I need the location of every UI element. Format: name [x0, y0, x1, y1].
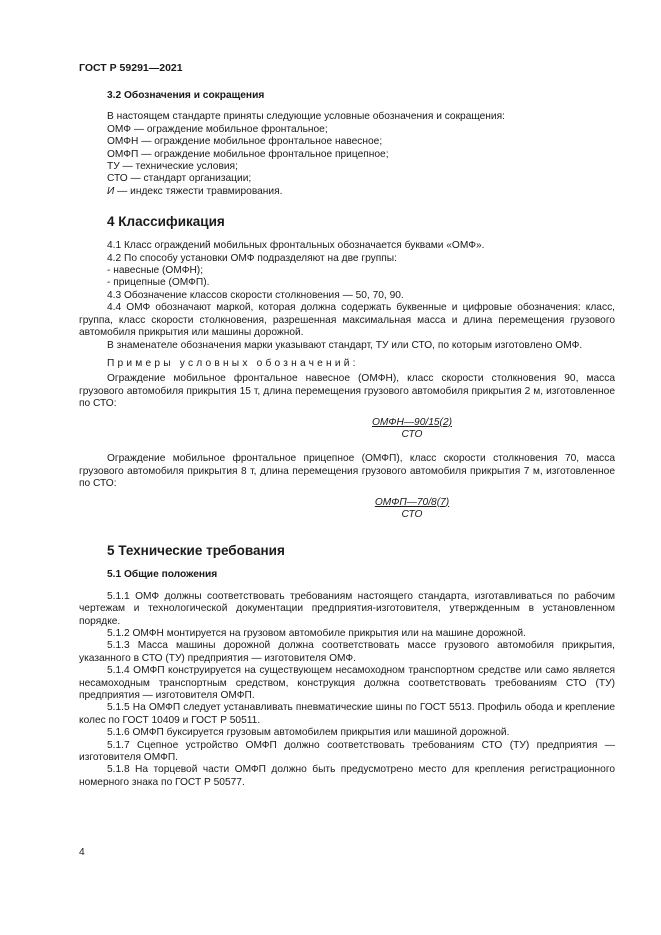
section-5-title: 5 Технические требования: [107, 543, 285, 559]
example-1-denominator: СТО: [401, 428, 423, 440]
abbrev-definition: — индекс тяжести травмирования.: [114, 185, 283, 197]
group-item: - навесные (ОМФН);: [107, 265, 204, 277]
page-number: 4: [79, 847, 85, 858]
abbrev-item: СТО — стандарт организации;: [107, 173, 252, 185]
paragraph-5-1-1: 5.1.1 ОМФ должны соответствовать требованиям настоящего стандарта, изготавливаться по рабочим чертежам и технологической документации предприятия-изготовителя, утвержденным в установленном порядке.: [79, 590, 615, 627]
abbrev-item: ОМФ — ограждение мобильное фронтальное;: [107, 123, 328, 135]
abbrev-item: ТУ — технические условия;: [107, 161, 238, 173]
section-5-1-title: 5.1 Общие положения: [107, 569, 218, 581]
example-1-numerator: ОМФН—90/15(2): [372, 416, 452, 428]
example-2-numerator: ОМФП—70/8(7): [374, 496, 450, 508]
paragraph-5-1-5: 5.1.5 На ОМФП следует устанавливать пневматические шины по ГОСТ 5513. Профиль обода и крепление колес по ГОСТ 10409 и ГОСТ Р 50511.: [79, 702, 615, 726]
document-header: ГОСТ Р 59291—2021: [79, 62, 183, 74]
section-3-2-title: 3.2 Обозначения и сокращения: [107, 90, 265, 101]
examples-label: Примеры условных обозначений:: [107, 357, 359, 369]
paragraph-4-1: 4.1 Класс ограждений мобильных фронтальных обозначается буквами «ОМФ».: [107, 240, 485, 252]
paragraph-4-3: 4.3 Обозначение классов скорости столкновения — 50, 70, 90.: [107, 289, 404, 301]
paragraph-5-1-3: 5.1.3 Масса машины дорожной должна соответствовать массе грузового автомобиля прикрытия, указанного в СТО (ТУ) предприятия — изготовителя ОМФ.: [79, 640, 615, 664]
paragraph-5-1-7: 5.1.7 Сцепное устройство ОМФП должно соответствовать требованиям СТО (ТУ) предприятия — изготовителя ОМФП.: [79, 739, 615, 764]
example-1-designation: [79, 417, 615, 442]
paragraph-5-1-4: 5.1.4 ОМФП конструируется на существующем несамоходном транспортном средстве или само является несамоходным транспортным средством, конструкция должна соответствовать требованиям СТО (ТУ) предприятия — изготовителя ОМФП.: [79, 665, 615, 702]
document-body: [79, 90, 615, 789]
paragraph-4-4: 4.4 ОМФ обозначают маркой, которая должна содержать буквенные и цифровые обозначения: класс, группа, класс скорости столкновения, разрешенная максимальная масса и длина перемещения грузового автомобиля прикрытия или машины дорожной.: [79, 302, 615, 339]
example-2-text: Ограждение мобильное фронтальное прицепное (ОМФП), класс скорости столкновения 70, масса грузового автомобиля прикрытия 8 т, длина перемещения грузового автомобиля прикрытия 7 м, изготовленное по СТО:: [79, 453, 615, 490]
abbrev-item: ОМФН — ограждение мобильное фронтальное навесное;: [107, 136, 383, 148]
example-1-text: Ограждение мобильное фронтальное навесное (ОМФН), класс скорости столкновения 90, масса грузового автомобиля прикрытия 15 т, длина перемещения грузового автомобиля прикрытия 2 м, изготовленное по СТО:: [79, 373, 615, 410]
paragraph-4-4b: В знаменателе обозначения марки указывают стандарт, ТУ или СТО, по которым изготовлено ОМФ.: [107, 339, 583, 351]
paragraph-5-1-8: 5.1.8 На торцевой части ОМФП должно быть предусмотрено место для крепления регистрационного номерного знака по ГОСТ Р 50577.: [79, 764, 615, 788]
group-item: - прицепные (ОМФП).: [107, 277, 210, 289]
section-3-2-intro: В настоящем стандарте приняты следующие условные обозначения и сокращения:: [107, 111, 505, 123]
paragraph-4-2: 4.2 По способу установки ОМФ подразделяют на две группы:: [107, 252, 397, 264]
example-2-designation: [79, 497, 615, 522]
section-4-title: 4 Классификация: [107, 214, 225, 230]
abbrev-item-last: [79, 186, 615, 198]
abbrev-item: ОМФП — ограждение мобильное фронтальное прицепное;: [107, 148, 389, 160]
abbrev-symbol: И: [107, 185, 115, 197]
example-2-denominator: СТО: [401, 508, 423, 520]
paragraph-5-1-2: 5.1.2 ОМФН монтируется на грузовом автомобиле прикрытия или на машине дорожной.: [107, 628, 526, 639]
paragraph-5-1-6: 5.1.6 ОМФП буксируется грузовым автомобилем прикрытия или машиной дорожной.: [107, 727, 510, 739]
